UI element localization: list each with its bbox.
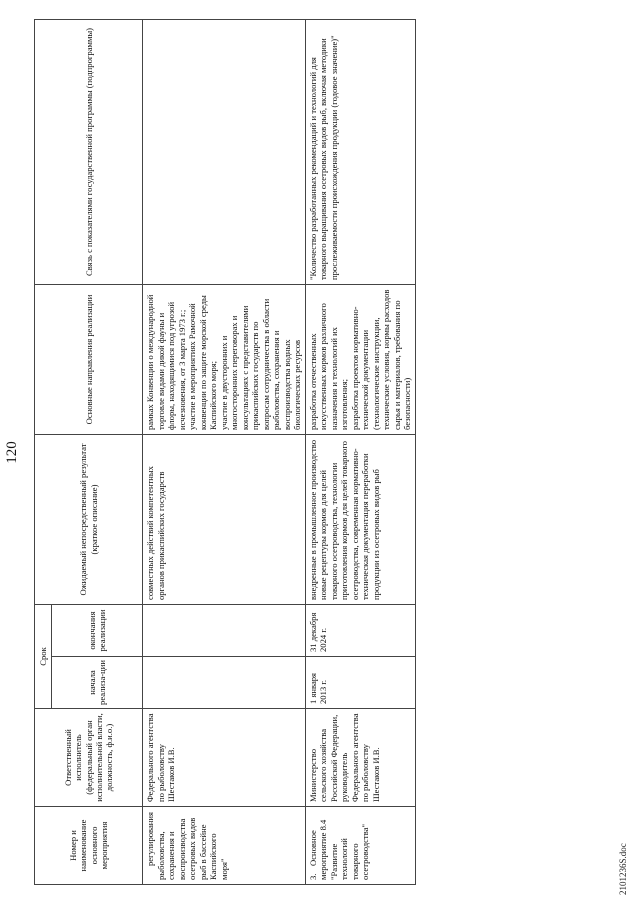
header-result: Ожидаемый непосредственный результат (краткое описание): [35, 434, 143, 604]
result-cell: совместных действий компетентных органов прикаспийских государств: [143, 434, 305, 604]
activity-cell: [143, 807, 305, 885]
directions-cell: рамках Конвенции о международной торговле видами дикой фауны и флоры, находящимися под угрозой исчезновения, от 3 марта 1973 г.; участие в мероприятиях Рамочной конвенции по защите морской среды Каспийского моря; участие в двусторонних и многосторонних переговорах и консультациях с представителями прикаспийских государств по вопросам сотрудничества в области рыболовства, сохранения и воспроизводства водных биологических ресурсов: [143, 284, 305, 434]
header-start: начала реализа-ции: [52, 657, 143, 709]
page-number: 120: [4, 441, 20, 464]
header-row-1: [35, 19, 52, 884]
row-number: 3.: [307, 873, 318, 880]
activities-table: [34, 19, 416, 885]
end-cell: [143, 604, 305, 656]
executor-cell: Федерального агентства по рыболовству Шестаков И.В.: [143, 709, 305, 807]
directions-cell: разработка отечественных искусственных кормов различного назначения и технологий их изготовления; разработка проектов нормативно-технической документации (технологические инструкции, технические условия, нормы расходов сырья и материалов, требования по безопасности): [305, 284, 415, 434]
indicator-link-cell: "Количество разработанных рекомендаций и технологий для товарного выращивания осетровых видов рыб, включая методики прослеживаемости происхождения продукции (годовое значение)": [305, 19, 415, 284]
header-end: окончания реализации: [52, 604, 143, 656]
start-cell: [143, 657, 305, 709]
header-indicator-link: Связь с показателями государственной программы (подпрограммы): [35, 19, 143, 284]
header-activity: Номер и наименование основного мероприятия: [35, 807, 143, 885]
table-row: [305, 19, 415, 884]
header-term: Срок: [35, 604, 52, 708]
start-cell: 1 января 2013 г.: [305, 657, 415, 709]
indicator-link-cell: [143, 19, 305, 284]
header-directions: Основные направления реализации: [35, 284, 143, 434]
activity-name: регулирования рыболовства, сохранения и воспроизводства осетровых видов рыб в бассейне Каспийского моря": [145, 812, 229, 880]
document-id: 2101236S.doc: [618, 843, 628, 895]
result-cell: внедренные в промышленное производство новые рецептуры кормов для целей товарного осетроводства, технологии приготовления кормов для целей товарного осетроводства, современная нормативно-техническая документация переработки продукции из осетровых видов рыб: [305, 434, 415, 604]
activity-cell: [305, 807, 415, 885]
executor-cell: Министерство сельского хозяйства Российской Федерации, руководитель Федерального агентства по рыболовству Шестаков И.В.: [305, 709, 415, 807]
activity-name: Основное мероприятие 8.4 "Развитие технологий товарного осетроводства": [307, 819, 371, 880]
header-executor: Ответственный исполнитель (федеральный орган исполнительной власти, должность, ф.и.о.): [35, 709, 143, 807]
table-row: [143, 19, 305, 884]
end-cell: 31 декабря 2024 г.: [305, 604, 415, 656]
